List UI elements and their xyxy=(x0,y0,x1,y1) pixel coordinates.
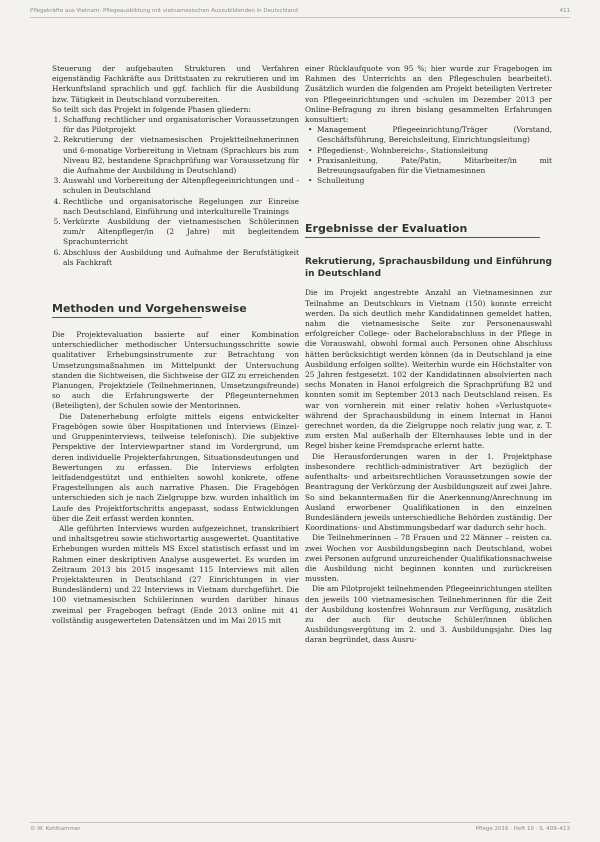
methods-paragraph: Alle geführten Interviews wurden aufgezeichnet, transkribiert und inhaltsgetreu sowie stichwortartig ausgewertet. Quantitative Erhebungen wurden mittels MS Excel statistisch erfasst und im Rahmen einer deskriptiven Analyse ausgewertet. Es wurden im Zeitraum 2013 bis 2015 insgesamt 115 Interviews mit allen Projektakteuren in Deutschland (27 Einrichtungen in vier Bundesländern) und 22 Interviews in Vietnam durchgeführt. Die 100 vietnamesischen Schülerinnen wurden darüber hinaus zweimal per Fragebogen befragt (Ende 2013 online mit 41 vollständig ausgewerteten Datensätzen und im Mai 2015 mit xyxy=(52,523,299,625)
results-paragraph: Die am Pilotprojekt teilnehmenden Pflegeeinrichtungen stellten den jeweils 100 vietnamesischen Teilnehmerinnen für die Zeit der Ausbildung kostenfrei Wohnraum zur Verfügung, zusätzlich zu der auch für deutsche Schüler/innen üblichen Ausbildungsvergütung im 2. und 3. Ausbildungsjahr. Dies lag daran begründet, dass Ausru- xyxy=(305,584,552,645)
running-head xyxy=(30,8,570,18)
footer-citation: Pflege 2016 · Heft 10 · S. 409–413 xyxy=(475,826,570,832)
phase-item: 4. Rechtliche und organisatorische Regelungen zur Einreise nach Deutschland, Einführung und interkulturelle Trainings xyxy=(63,197,299,217)
left-column xyxy=(52,64,299,626)
results-paragraph: Die Teilnehmerinnen – 78 Frauen und 22 Männer – reisten ca. zwei Wochen vor Ausbildungsbeginn nach Deutschland, wobei zwei Personen aufgrund unzureichender Qualifikationsnachweise die Ausbildung nicht beginnen konnten und zurückreisen mussten. xyxy=(305,533,552,584)
phase-item: 5. Verkürzte Ausbildung der vietnamesischen Schülerinnen zum/r Altenpfleger/in (2 Jahre) mit begleitendem Sprachunterricht xyxy=(63,217,299,248)
phase-item: 1. Schaffung rechtlicher und organisatorischer Voraussetzungen für das Pilotprojekt xyxy=(63,115,299,135)
respondent-item: • Management Pflegeeinrichtung/Träger (Vorstand, Geschäftsführung, Bereichsleitung, Einrichtungsleitung) xyxy=(317,125,552,145)
phases-intro: So teilt sich das Projekt in folgende Phasen gliedern: xyxy=(52,104,251,114)
phase-item: 2. Rekrutierung der vietnamesischen Projektteilnehmerinnen und 6-monatige Vorbereitung in Vietnam (Sprachkurs bis zum Niveau B2, bestandene Sprachprüfung war Voraussetzung für die Aufnahme der Ausbildung in Deutschland) xyxy=(63,135,299,176)
respondent-item: • Praxisanleitung, Pate/Patin, Mitarbeiter/in mit Betreuungsaufgaben für die Vietnamesinnen xyxy=(317,156,552,176)
respondent-item: • Pflegedienst-, Wohnbereichs-, Stationsleitung xyxy=(317,146,552,156)
phase-item: 3. Auswahl und Vorbereitung der Altenpflegeeinrichtungen und -schulen in Deutschland xyxy=(63,176,299,196)
right-column xyxy=(305,64,552,646)
subsection-heading: Rekrutierung, Sprachausbildung und Einführung in Deutschland xyxy=(305,257,552,280)
survey-paragraph: einer Rücklaufquote von 95 %; hier wurde zur Fragebogen im Rahmen des Unterrichts an den Pflegeschulen bearbeitet). Zusätzlich wurden die folgenden am Projekt beteiligten Vertreter von Pflegeeinrichtungen und -schulen im Dezember 2013 per Online-Befragung zu ihren bislang gesammelten Erfahrungen konsultiert: xyxy=(305,64,552,125)
page-number: 411 xyxy=(559,8,570,14)
phases-list xyxy=(52,115,299,268)
page-footer xyxy=(30,822,570,832)
phase-item: 6. Abschluss der Ausbildung und Aufnahme der Berufstätigkeit als Fachkraft xyxy=(63,248,299,268)
section-heading-results: Ergebnisse der Evaluation xyxy=(305,222,468,236)
methods-paragraph: Die Datenerhebung erfolgte mittels eigens entwickelter Fragebögen sowie über Hospitationen und Interviews (Einzel- und Gruppeninterviews, teilweise telefonisch). Die subjektive Perspektive der Interviewpartner stand im Vordergrund, um deren individuelle Projekterfahrungen, Situationsdeutungen und Bewertungen zu erfassen. Die Interviews erfolgten leitfadendgestützt und enthielten sowohl konkrete, offene Fragestellungen als auch narrative Phasen. Die Fragebögen unterschieden sich je nach Zielgruppe bzw. wurden inhaltlich im Laufe des Projektfortschritts angepasst, sodass Entwicklungen über die Zeit erfasst werden konnten. xyxy=(52,411,299,523)
section-heading-methods: Methoden und Vorgehensweise xyxy=(52,302,247,316)
results-paragraph: Die Herausforderungen waren in der 1. Projektphase insbesondere rechtlich-administrativer Art bezüglich der aufenthalts- und arbeitsrechtlichen Voraussetzungen sowie der Beantragung der Verkürzung der Ausbildungszeit auf zwei Jahre. So sind bekanntermaßen für die Anerkennung/Anrechnung im Ausland erworbener Qualifikationen in den einzelnen Bundesländern jeweils unterschiedliche Behörden zuständig. Der Koordinations- und Abstimmungsbedarf war dadurch sehr hoch. xyxy=(305,451,552,533)
intro-paragraph: Steuerung der aufgebauten Strukturen und Verfahren eigenständig Fachkräfte aus Drittstaaten zu rekrutieren und im Herkunftsland sprachlich und ggf. fachlich für die Ausbildung bzw. Tätigkeit in Deutschland vorzubereiten. xyxy=(52,64,299,104)
results-paragraph: Die im Projekt angestrebte Anzahl an Vietnamesinnen zur Teilnahme an Deutschkurs in Vietnam (150) konnte erreicht werden. Da sich deutlich mehr Kandidatinnen gemeldet hatten, nahm die vietnamesische Seite zur Personenauswahl erfolgreicher College- oder Bachelorabschluss in der Pflege in die Vorauswahl, obwohl formal auch Personen ohne Abschluss hätten berücksichtigt werden können (da in Deutschland ja eine Ausbildung erfolgen sollte). Weiterhin wurde ein Höchstalter von 25 Jahren festgesetzt. 102 der Kandidatinnen absolvierten nach sechs Monaten in Hanoi erfolgreich die Sprachprüfung B2 und konnten somit im September 2013 nach Deutschland reisen. Es war von vornherein mit einer relativ hohen »Verlustquote« während der Sprachausbildung in einem Internat in Hanoi gerechnet worden, da die Zielgruppe noch relativ jung war, z. T. zum ersten Mal außerhalb der Elternhauses lebte und in der Regel bisher keine Fremdsprache erlernt hatte. xyxy=(305,288,552,451)
respondent-item: • Schulleitung xyxy=(317,176,552,186)
respondent-list xyxy=(305,125,552,186)
running-head-title: Pflegekräfte aus Vietnam: Pflegeausbildung mit vietnamesischen Auszubildenden in Deutschland xyxy=(30,8,298,14)
methods-paragraph: Die Projektevaluation basierte auf einer Kombination unterschiedlicher methodischer Untersuchungsschritte sowie qualitativer Erhebungsinstrumente zur Betrachtung von Umsetzungsmaßnahmen im Mittelpunkt der Untersuchung standen die Sichtweisen, die Sichtweise der GIZ zu erreichenden Planungen, Projektziele (Teilnehmerinnen, Umsetzungsfreunde) so auch die Erfahrungswerte der Pflegeunternehmen (Beteiligten), der Schulen sowie der Mentorinnen. xyxy=(52,330,299,411)
footer-publisher: © W. Kohlhammer xyxy=(30,826,81,832)
